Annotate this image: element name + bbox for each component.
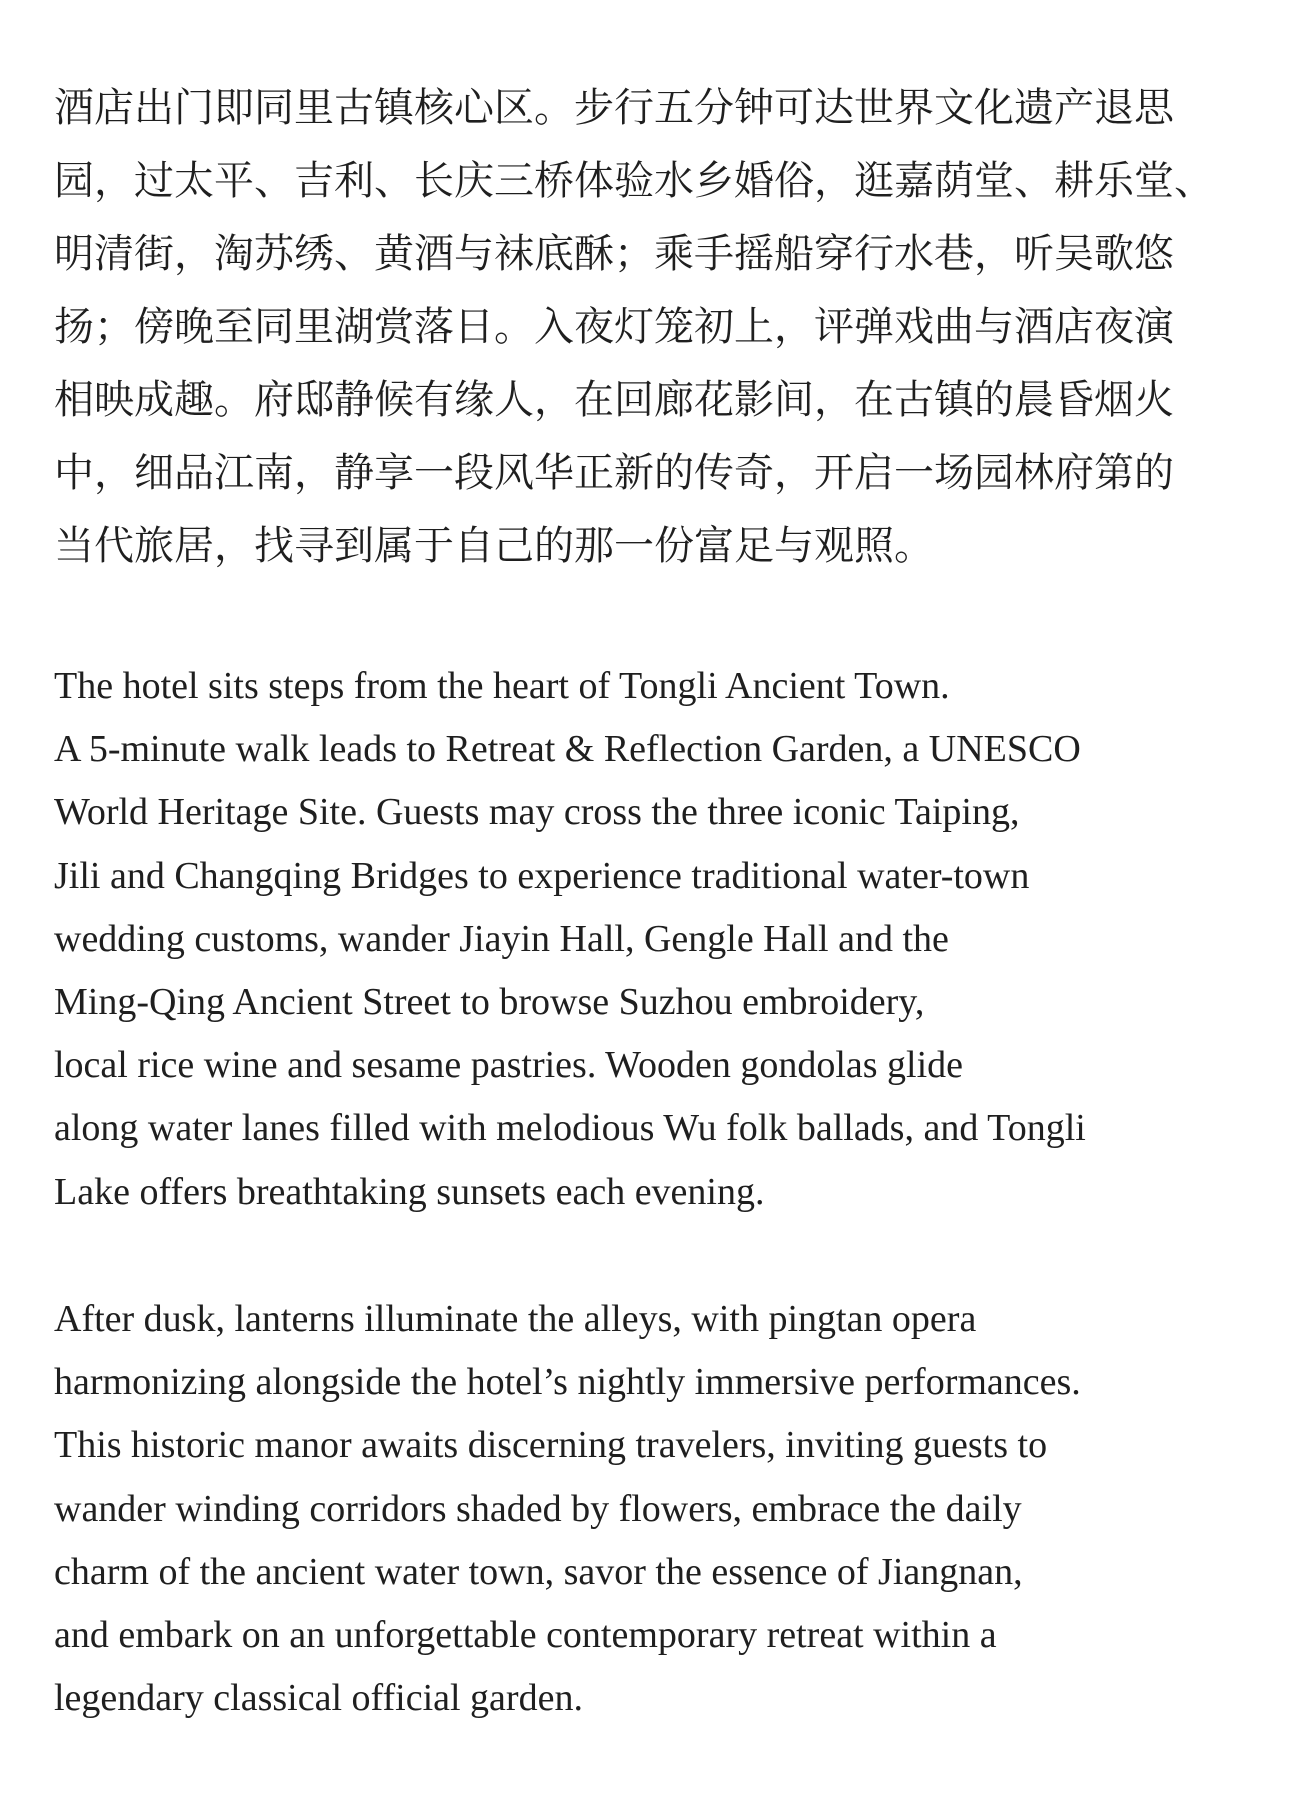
- english-line: This historic manor awaits discerning travelers, inviting guests to: [54, 1424, 1048, 1467]
- english-line: World Heritage Site. Guests may cross the three iconic Taiping,: [54, 791, 1020, 834]
- english-line: Lake offers breathtaking sunsets each evening.: [54, 1170, 765, 1213]
- english-line: charm of the ancient water town, savor the essence of Jiangnan,: [54, 1550, 1023, 1593]
- english-line: wedding customs, wander Jiayin Hall, Gengle Hall and the: [54, 917, 949, 960]
- english-line: wander winding corridors shaded by flowers, embrace the daily: [54, 1487, 1022, 1530]
- chinese-line: 扬；傍晚至同里湖赏落日。入夜灯笼初上，评弹戏曲与酒店夜演: [54, 304, 1174, 350]
- chinese-line: 园，过太平、吉利、长庆三桥体验水乡婚俗，逛嘉荫堂、耕乐堂、: [54, 158, 1214, 204]
- english-line: Jili and Changqing Bridges to experience traditional water-town: [54, 854, 1030, 897]
- chinese-line: 酒店出门即同里古镇核心区。步行五分钟可达世界文化遗产退思: [54, 85, 1174, 131]
- english-description-paragraph-1: [54, 655, 1086, 1224]
- english-line: The hotel sits steps from the heart of Tongli Ancient Town.: [54, 665, 950, 707]
- english-line: along water lanes filled with melodious Wu folk ballads, and Tongli: [54, 1107, 1086, 1150]
- chinese-line: 明清街，淘苏绣、黄酒与袜底酥；乘手摇船穿行水巷，听吴歌悠: [54, 231, 1174, 277]
- english-line: and embark on an unforgettable contemporary retreat within a: [54, 1614, 997, 1657]
- english-line: Ming-Qing Ancient Street to browse Suzhou embroidery,: [54, 981, 925, 1024]
- english-line: local rice wine and sesame pastries. Wooden gondolas glide: [54, 1044, 964, 1087]
- english-line: harmonizing alongside the hotel’s nightly immersive performances.: [54, 1361, 1081, 1404]
- chinese-description-paragraph: [54, 72, 1214, 583]
- english-line: legendary classical official garden.: [54, 1677, 583, 1720]
- english-description-paragraph-2: [54, 1288, 1081, 1730]
- english-line: After dusk, lanterns illuminate the alleys, with pingtan opera: [54, 1298, 977, 1340]
- chinese-line: 相映成趣。府邸静候有缘人，在回廊花影间，在古镇的晨昏烟火: [54, 377, 1174, 423]
- chinese-line: 中，细品江南，静享一段风华正新的传奇，开启一场园林府第的: [54, 450, 1174, 496]
- english-line: A 5-minute walk leads to Retreat & Reflection Garden, a UNESCO: [54, 728, 1081, 771]
- chinese-line: 当代旅居，找寻到属于自己的那一份富足与观照。: [54, 523, 934, 569]
